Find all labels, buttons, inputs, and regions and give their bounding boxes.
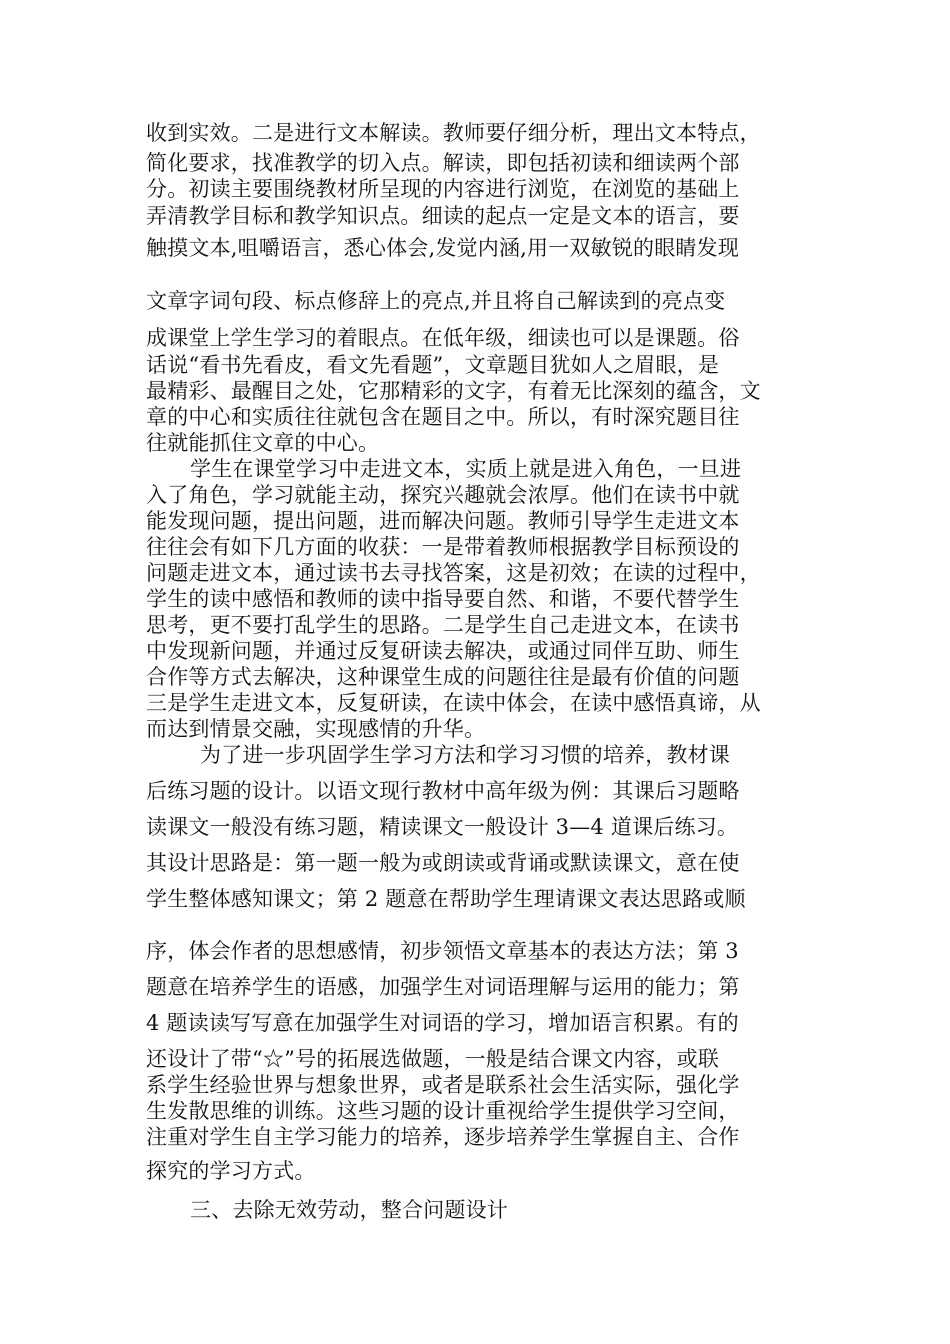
text-line-19: 中发现新问题，并通过反复研读去解决，或通过同伴互助、师生 xyxy=(146,639,740,663)
text-line-25: 读课文一般没有练习题，精读课文一般设计 3—4 道课后练习。 xyxy=(146,815,739,839)
text-line-35: 探究的学习方式。 xyxy=(146,1159,316,1183)
text-line-17: 学生的读中感悟和教师的读中指导要自然、和谐，不要代替学生 xyxy=(146,587,740,611)
text-line-30: 4 题读读写写意在加强学生对词语的学习，增加语言积累。有的 xyxy=(146,1011,739,1035)
text-line-2: 简化要求，找准教学的切入点。解读，即包括初读和细读两个部 xyxy=(146,151,740,175)
text-line-26: 其设计思路是：第一题一般为或朗读或背诵或默读课文，意在使 xyxy=(146,851,740,875)
text-line-14: 能发现问题，提出问题，进而解决问题。教师引导学生走进文本 xyxy=(146,509,740,533)
text-line-6: 文章字词句段、标点修辞上的亮点,并且将自己解读到的亮点变 xyxy=(146,289,726,313)
text-line-20: 合作等方式去解决，这种课堂生成的问题往往是最有价值的问题 xyxy=(146,665,740,689)
text-line-9: 最精彩、最醒目之处，它那精彩的文字，有着无比深刻的蕴含，文 xyxy=(146,379,761,403)
text-line-27: 学生整体感知课文；第 2 题意在帮助学生理请课文表达思路或顺 xyxy=(146,887,746,911)
text-line-34: 注重对学生自主学习能力的培养，逐步培养学生掌握自主、合作 xyxy=(146,1125,740,1149)
text-line-3: 分。初读主要围绕教材所呈现的内容进行浏览，在浏览的基础上 xyxy=(146,177,740,201)
text-line-1: 收到实效。二是进行文本解读。教师要仔细分析，理出文本特点， xyxy=(146,121,761,145)
text-line-28: 序，体会作者的思想感情，初步领悟文章基本的表达方法；第 3 xyxy=(146,939,739,963)
text-line-33: 生发散思维的训练。这些习题的设计重视给学生提供学习空间， xyxy=(146,1099,740,1123)
text-line-8: 话说“看书先看皮，看文先看题”，文章题目犹如人之眉眼，是 xyxy=(146,353,720,377)
text-line-23: 为了进一步巩固学生学习方法和学习习惯的培养，教材课 xyxy=(200,743,730,767)
text-line-29: 题意在培养学生的语感，加强学生对词语理解与运用的能力；第 xyxy=(146,975,740,999)
section-heading: 三、去除无效劳动，整合问题设计 xyxy=(190,1198,508,1222)
text-line-5: 触摸文本,咀嚼语言，悉心体会,发觉内涵,用一双敏锐的眼睛发现 xyxy=(146,236,740,260)
text-line-13: 入了角色，学习就能主动，探究兴趣就会浓厚。他们在读书中就 xyxy=(146,483,740,507)
text-line-32: 系学生经验世界与想象世界，或者是联系社会生活实际，强化学 xyxy=(146,1073,740,1097)
text-line-24: 后练习题的设计。以语文现行教材中高年级为例：其课后习题略 xyxy=(146,779,740,803)
text-line-15: 往往会有如下几方面的收获：一是带着教师根据教学目标预设的 xyxy=(146,535,740,559)
text-line-16: 问题走进文本，通过读书去寻找答案，这是初效；在读的过程中， xyxy=(146,561,761,585)
text-line-7: 成课堂上学生学习的着眼点。在低年级，细读也可以是课题。俗 xyxy=(146,326,740,350)
text-line-31: 还设计了带“☆”号的拓展选做题，一般是结合课文内容，或联 xyxy=(146,1047,720,1071)
text-line-22: 而达到情景交融，实现感情的升华。 xyxy=(146,717,486,741)
text-line-21: 三是学生走进文本，反复研读，在读中体会，在读中感悟真谛，从 xyxy=(146,691,761,715)
text-line-4: 弄清教学目标和教学知识点。细读的起点一定是文本的语言，要 xyxy=(146,204,740,228)
text-line-11: 往就能抓住文章的中心。 xyxy=(146,431,380,455)
text-line-12: 学生在课堂学习中走进文本，实质上就是进入角色，一旦进 xyxy=(190,457,742,481)
text-line-18: 思考，更不要打乱学生的思路。二是学生自己走进文本，在读书 xyxy=(146,613,740,637)
text-line-10: 章的中心和实质往往就包含在题目之中。所以，有时深究题目往 xyxy=(146,405,740,429)
